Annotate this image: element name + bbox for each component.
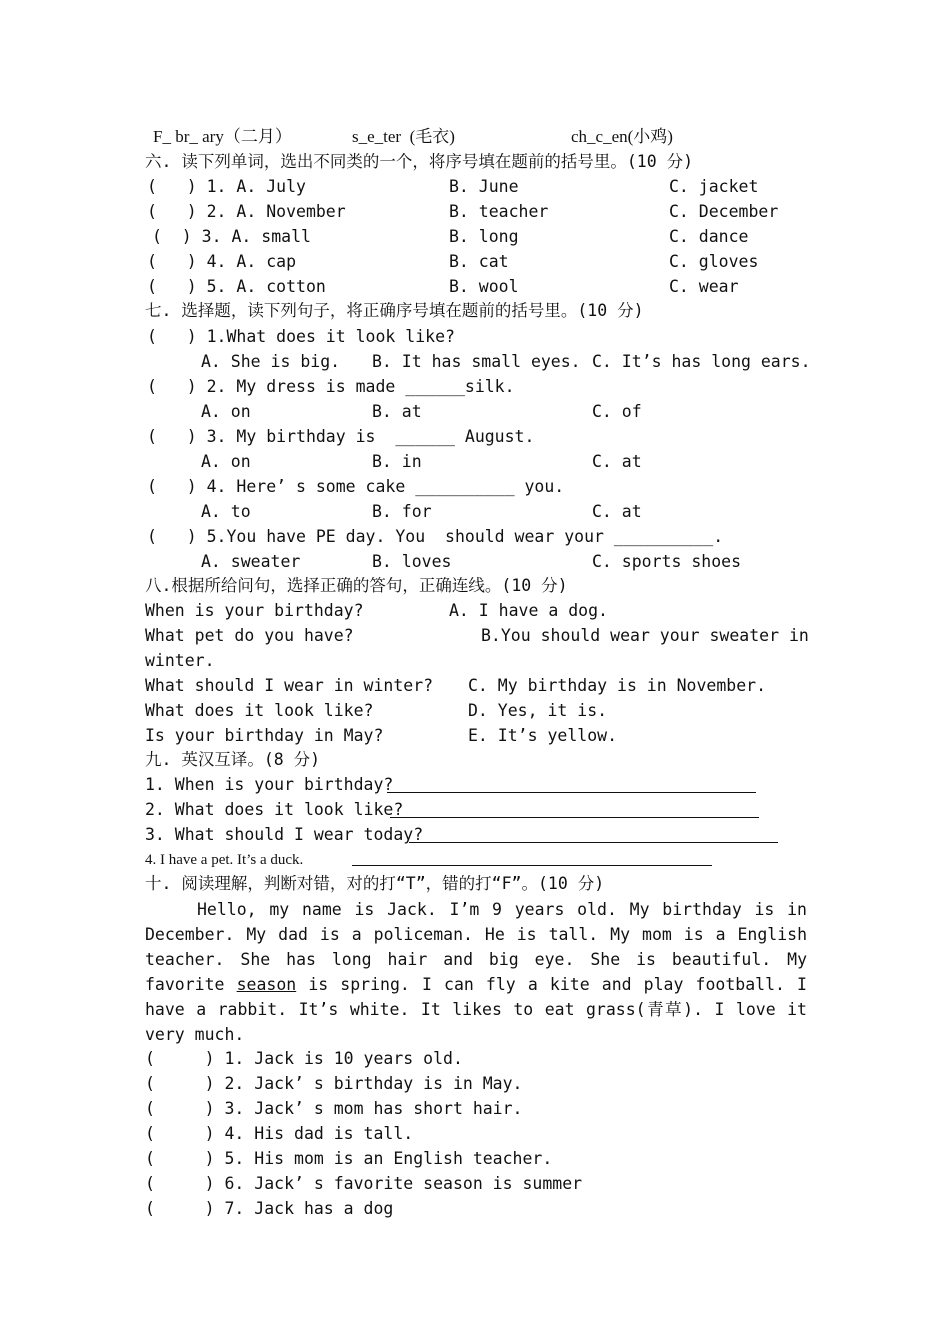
s9-answer-line-3[interactable] — [409, 842, 778, 843]
s10-item-1: ( ) 1. Jack is 10 years old. — [145, 1049, 463, 1068]
s7-q1-option-a: A. She is big. — [201, 352, 341, 371]
s7-q3-option-b: B. in — [372, 452, 422, 471]
s7-q2: ( ) 2. My dress is made ______silk. — [147, 377, 515, 396]
s8-question-1: When is your birthday? — [145, 601, 364, 620]
passage-text-1: Hello, my name is Jack. I’m 9 years old. My birthday is in December. My dad is a policeman. He is tall. My mom is a English teacher. She has long hair and big eye. She is beautiful. My favorite — [145, 900, 807, 994]
s6-q1: ( ) 1. A. July — [147, 177, 306, 196]
section-6-title: 六. 读下列单词，选出不同类的一个，将序号填在题前的括号里。(10 分) — [145, 152, 694, 171]
s6-q2-option-c: C. December — [669, 202, 779, 221]
section-7-title: 七. 选择题，读下列句子，将正确序号填在题前的括号里。(10 分) — [145, 301, 644, 320]
s8-question-5: Is your birthday in May? — [145, 726, 384, 745]
s8-answer-b: B.You should wear your sweater in — [481, 626, 809, 645]
s6-q3: ( ) 3. A. small — [152, 227, 311, 246]
s6-q3-option-b: B. long — [449, 227, 519, 246]
passage-text-2: is spring. I can fly a kite and play football. I have a rabbit. It’s white. It likes to eat grass(青草). I love it very much. — [145, 975, 807, 1044]
s7-q3-option-c: C. at — [592, 452, 642, 471]
s7-q4-option-c: C. at — [592, 502, 642, 521]
passage-underlined-word: season — [236, 975, 297, 994]
s8-question-3: What should I wear in winter? — [145, 676, 434, 695]
s9-item-3: 3. What should I wear today? — [145, 825, 424, 844]
s9-answer-line-4[interactable] — [352, 865, 712, 866]
s7-q1-option-b: B. It has small eyes. — [372, 352, 581, 371]
s7-q4: ( ) 4. Here’ s some cake __________ you. — [147, 477, 565, 496]
s7-q2-option-a: A. on — [201, 402, 251, 421]
s8-answer-c: C. My birthday is in November. — [468, 676, 767, 695]
s7-q5: ( ) 5.You have PE day. You should wear your __________. — [147, 527, 724, 546]
s9-answer-line-1[interactable] — [387, 792, 756, 793]
s6-q4-option-c: C. gloves — [669, 252, 759, 271]
section-10-title: 十. 阅读理解，判断对错，对的打“T”，错的打“F”。(10 分) — [145, 874, 605, 893]
s9-item-2: 2. What does it look like? — [145, 800, 404, 819]
s8-answer-e: E. It’s yellow. — [468, 726, 618, 745]
s10-item-2: ( ) 2. Jack’ s birthday is in May. — [145, 1074, 523, 1093]
s6-q4-option-b: B. cat — [449, 252, 509, 271]
fill-word-chicken: ch_c_en(小鸡) — [571, 127, 673, 146]
s7-q3: ( ) 3. My birthday is ______ August. — [147, 427, 535, 446]
s6-q4: ( ) 4. A. cap — [147, 252, 297, 271]
section-9-title: 九. 英汉互译。(8 分) — [145, 750, 321, 769]
s8-answer-a: A. I have a dog. — [449, 601, 608, 620]
section-8-title: 八.根据所给问句，选择正确的答句，正确连线。(10 分) — [145, 576, 568, 595]
s10-item-4: ( ) 4. His dad is tall. — [145, 1124, 414, 1143]
s7-q1-option-c: C. It’s has long ears. — [592, 352, 811, 371]
s10-item-3: ( ) 3. Jack’ s mom has short hair. — [145, 1099, 523, 1118]
s6-q3-option-c: C. dance — [669, 227, 749, 246]
s8-answer-b-wrap: winter. — [145, 651, 215, 670]
reading-passage — [145, 897, 807, 1047]
s7-q4-option-b: B. for — [372, 502, 432, 521]
s9-item-1: 1. When is your birthday? — [145, 775, 394, 794]
s8-question-4: What does it look like? — [145, 701, 374, 720]
s7-q2-option-b: B. at — [372, 402, 422, 421]
fill-word-february: F_ br_ ary（二月） — [153, 127, 292, 146]
s6-q5-option-b: B. wool — [449, 277, 519, 296]
s10-item-5: ( ) 5. His mom is an English teacher. — [145, 1149, 553, 1168]
s7-q5-option-a: A. sweater — [201, 552, 301, 571]
s9-item-4: 4. I have a pet. It’s a duck. — [145, 852, 304, 868]
s7-q4-option-a: A. to — [201, 502, 251, 521]
s6-q2: ( ) 2. A. November — [147, 202, 346, 221]
fill-word-sweater: s_e_ter (毛衣) — [352, 127, 455, 146]
s6-q1-option-b: B. June — [449, 177, 519, 196]
s6-q1-option-c: C. jacket — [669, 177, 759, 196]
s7-q3-option-a: A. on — [201, 452, 251, 471]
s7-q1: ( ) 1.What does it look like? — [147, 327, 455, 346]
s10-item-7: ( ) 7. Jack has a dog — [145, 1199, 394, 1218]
s9-answer-line-2[interactable] — [390, 817, 759, 818]
s8-question-2: What pet do you have? — [145, 626, 354, 645]
s7-q5-option-c: C. sports shoes — [592, 552, 742, 571]
s6-q5: ( ) 5. A. cotton — [147, 277, 326, 296]
s8-answer-d: D. Yes, it is. — [468, 701, 608, 720]
s7-q2-option-c: C. of — [592, 402, 642, 421]
s7-q5-option-b: B. loves — [372, 552, 452, 571]
s10-item-6: ( ) 6. Jack’ s favorite season is summer — [145, 1174, 583, 1193]
s6-q2-option-b: B. teacher — [449, 202, 549, 221]
s6-q5-option-c: C. wear — [669, 277, 739, 296]
